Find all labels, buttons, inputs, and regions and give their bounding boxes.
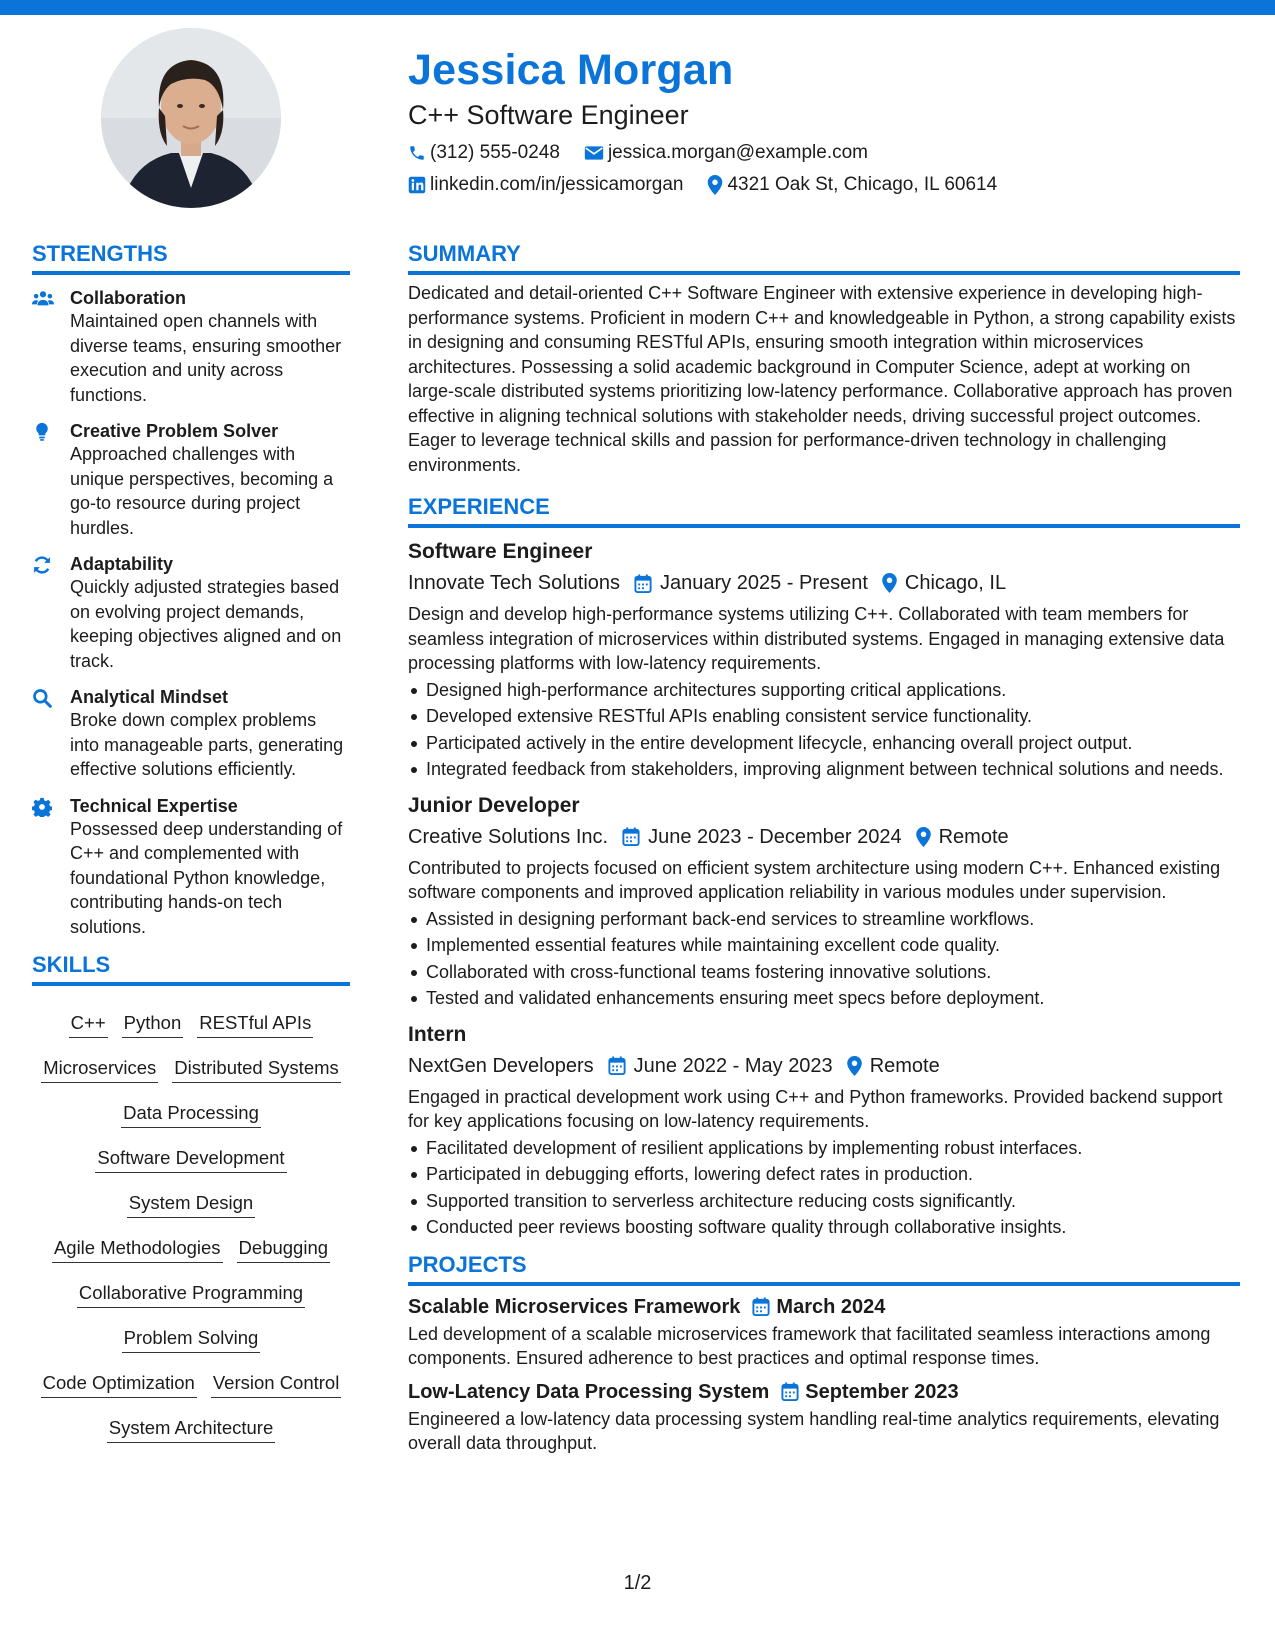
phone-icon (408, 144, 426, 162)
calendar-icon (608, 1056, 626, 1075)
strength-title: Adaptability (70, 554, 174, 574)
strength-title: Technical Expertise (70, 795, 238, 816)
project-header (408, 1379, 1240, 1405)
project-title: Low-Latency Data Processing System (408, 1380, 770, 1403)
job-company: NextGen Developers (408, 1054, 594, 1077)
list-item: Supported transition to serverless architecture reducing costs significantly. (408, 1189, 1240, 1214)
projects-heading: PROJECTS (408, 1251, 527, 1277)
job-bullets (408, 907, 1240, 1011)
experience-heading: EXPERIENCE (408, 494, 550, 519)
summary-heading: SUMMARY (408, 241, 521, 266)
skill-tag: Data Processing (121, 1101, 261, 1128)
section-divider (408, 271, 1240, 275)
strength-description: Approached challenges with unique perspectives, becoming a go-to resource during project hurdles. (70, 444, 334, 538)
skill-tag: System Design (127, 1191, 255, 1218)
linkedin-text: linkedin.com/in/jessicamorgan (430, 174, 684, 195)
strengths-list (32, 287, 350, 939)
skill-tag: Problem Solving (122, 1326, 261, 1353)
strength-description: Maintained open channels with diverse teams, ensuring smoother execution and unity across functions. (70, 311, 342, 405)
list-item: Conducted peer reviews boosting software quality through collaborative insights. (408, 1215, 1240, 1240)
list-item: Designed high-performance architectures supporting critical applications. (408, 678, 1240, 703)
location-pin-icon (847, 1056, 862, 1076)
skill-tag: Python (122, 1011, 184, 1038)
skill-tag: Distributed Systems (172, 1056, 341, 1083)
strength-item (32, 686, 350, 782)
gear-icon (32, 797, 52, 817)
top-accent-bar (0, 0, 1275, 15)
skills-heading: SKILLS (32, 952, 111, 977)
section-divider (408, 524, 1240, 528)
job-title: Intern (408, 1022, 467, 1046)
strength-description: Broke down complex problems into manageable parts, generating effective solutions efficiently. (70, 710, 344, 779)
job-title: Software Engineer (408, 540, 593, 563)
job-description: Design and develop high-performance systems utilizing C++. Collaborated with team members for seamless integration of microservices within distributed systems. Engaged in managing extensive data processing platforms with low-latency requirements. (408, 604, 1225, 673)
list-item: Integrated feedback from stakeholders, improving alignment between technical solutions and needs. (408, 757, 1240, 782)
skills-section (32, 952, 350, 1450)
contact-linkedin[interactable] (408, 174, 683, 196)
contact-row-2 (408, 174, 1248, 196)
job-bullets (408, 678, 1240, 782)
calendar-icon (622, 827, 640, 846)
summary-text: Dedicated and detail-oriented C++ Software Engineer with extensive experience in developing high-performance systems. Proficient in modern C++ and knowledgeable in Python, a strong capability exists in designing and consuming RESTful APIs, ensuring smooth integration within microservices architectures. Possessing a solid academic background in Computer Science, adept at working on large-scale distributed systems prioritizing low-latency performance. Collaborative approach has proven effective in aligning technical solutions with stakeholder needs, driving successful project outcomes. Eager to leverage technical skills and passion for performance-driven technology in challenging environments. (408, 283, 1236, 475)
list-item: Collaborated with cross-functional teams fostering innovative solutions. (408, 960, 1240, 985)
job-company: Innovate Tech Solutions (408, 572, 621, 594)
job-location (916, 823, 1009, 851)
job-company: Creative Solutions Inc. (408, 825, 609, 848)
skill-tag: C++ (69, 1011, 108, 1038)
left-column (32, 241, 350, 1450)
candidate-name: Jessica Morgan (408, 46, 734, 94)
linkedin-icon (408, 176, 426, 194)
skill-tag: Software Development (95, 1146, 286, 1173)
job-meta (408, 823, 1240, 851)
skills-list (32, 1000, 350, 1450)
list-item: Assisted in designing performant back-end services to streamline workflows. (408, 907, 1240, 932)
project-description: Engineered a low-latency data processing system handling real-time analytics requirements, elevating overall data throughput. (408, 1408, 1220, 1453)
job-meta (408, 1052, 1240, 1080)
calendar-icon (781, 1382, 799, 1401)
job-entry (408, 538, 1240, 782)
page-number: 1/2 (623, 1572, 652, 1594)
list-item: Participated actively in the entire development lifecycle, enhancing overall project output. (408, 731, 1240, 756)
job-dates (634, 569, 868, 597)
strengths-section (32, 241, 350, 939)
section-divider (408, 1282, 1240, 1286)
contact-address (707, 174, 997, 196)
strength-title: Analytical Mindset (70, 687, 229, 707)
list-item: Developed extensive RESTful APIs enabling consistent service functionality. (408, 704, 1240, 729)
project-header (408, 1294, 1240, 1320)
resume-header (408, 42, 1248, 196)
job-dates (608, 1052, 833, 1080)
skill-tag: Microservices (41, 1056, 158, 1083)
strengths-heading: STRENGTHS (32, 241, 168, 266)
job-location-text: Chicago, IL (904, 572, 1007, 594)
job-dates-text: January 2025 - Present (660, 572, 868, 594)
list-item: Participated in debugging efforts, lowering defect rates in production. (408, 1162, 1240, 1187)
job-title: Junior Developer (408, 793, 580, 817)
profile-photo (101, 28, 281, 208)
list-item: Tested and validated enhancements ensuring meet specs before deployment. (408, 986, 1240, 1011)
location-pin-icon (707, 175, 723, 195)
skill-tag: Collaborative Programming (77, 1281, 305, 1308)
strength-description: Possessed deep understanding of C++ and complemented with foundational Python knowledge, contributing hands-on tech solutions. (70, 818, 343, 937)
phone-text: (312) 555-0248 (430, 142, 560, 163)
skill-tag: System Architecture (107, 1416, 276, 1443)
project-title: Scalable Microservices Framework (408, 1295, 741, 1318)
skill-tag: RESTful APIs (197, 1011, 313, 1038)
skill-tag: Agile Methodologies (52, 1236, 223, 1263)
job-location (847, 1052, 940, 1080)
strength-item (32, 420, 350, 540)
job-bullets (408, 1136, 1240, 1240)
email-icon (584, 145, 604, 161)
location-pin-icon (882, 573, 897, 593)
job-location (882, 569, 1006, 597)
project-description: Led development of a scalable microservices framework that facilitated seamless interactions among components. Ensured adherence to best practices and optimal response times. (408, 1323, 1211, 1368)
strength-item (32, 795, 350, 940)
candidate-title: C++ Software Engineer (408, 100, 689, 130)
project-entry (408, 1294, 1240, 1371)
calendar-icon (634, 574, 652, 593)
project-entry (408, 1379, 1240, 1456)
experience-section (408, 494, 1240, 1240)
address-text: 4321 Oak St, Chicago, IL 60614 (727, 174, 998, 195)
users-icon (32, 289, 54, 307)
strength-description: Quickly adjusted strategies based on evolving project demands, keeping objectives aligned and on track. (70, 577, 342, 671)
lightbulb-icon (32, 422, 52, 442)
job-dates-text: June 2022 - May 2023 (633, 1054, 833, 1077)
job-location-text: Remote (938, 825, 1009, 848)
job-meta (408, 569, 1240, 597)
contact-row-1 (408, 142, 1248, 164)
section-divider (32, 271, 350, 275)
job-description: Engaged in practical development work using C++ and Python frameworks. Provided backend support for key applications focusing on low-latency requirements. (408, 1086, 1223, 1131)
right-column (408, 241, 1240, 1456)
job-description: Contributed to projects focused on efficient system architecture using modern C++. Enhanced existing software components and improved application reliability in various modules under supervision. (408, 857, 1221, 902)
contact-email[interactable] (584, 142, 868, 164)
calendar-icon (752, 1297, 770, 1316)
job-entry (408, 1021, 1240, 1240)
project-date: September 2023 (805, 1380, 959, 1403)
contact-phone[interactable] (408, 142, 560, 164)
skill-tag: Version Control (211, 1371, 341, 1398)
search-icon (32, 688, 52, 708)
location-pin-icon (916, 827, 931, 847)
strength-title: Collaboration (70, 288, 186, 308)
strength-item (32, 553, 350, 673)
job-dates (622, 823, 902, 851)
strength-item (32, 287, 350, 407)
skill-tag: Code Optimization (41, 1371, 197, 1398)
list-item: Facilitated development of resilient applications by implementing robust interfaces. (408, 1136, 1240, 1161)
job-dates-text: June 2023 - December 2024 (648, 825, 902, 848)
projects-section (408, 1252, 1240, 1456)
strength-title: Creative Problem Solver (70, 421, 279, 441)
section-divider (32, 982, 350, 986)
refresh-icon (32, 555, 52, 575)
project-date: March 2024 (776, 1295, 886, 1318)
job-location-text: Remote (869, 1054, 940, 1077)
job-entry (408, 792, 1240, 1011)
skill-tag: Debugging (237, 1236, 331, 1263)
list-item: Implemented essential features while maintaining excellent code quality. (408, 933, 1240, 958)
summary-section (408, 241, 1240, 477)
profile-photo-illustration (101, 28, 281, 208)
email-text: jessica.morgan@example.com (607, 142, 868, 163)
